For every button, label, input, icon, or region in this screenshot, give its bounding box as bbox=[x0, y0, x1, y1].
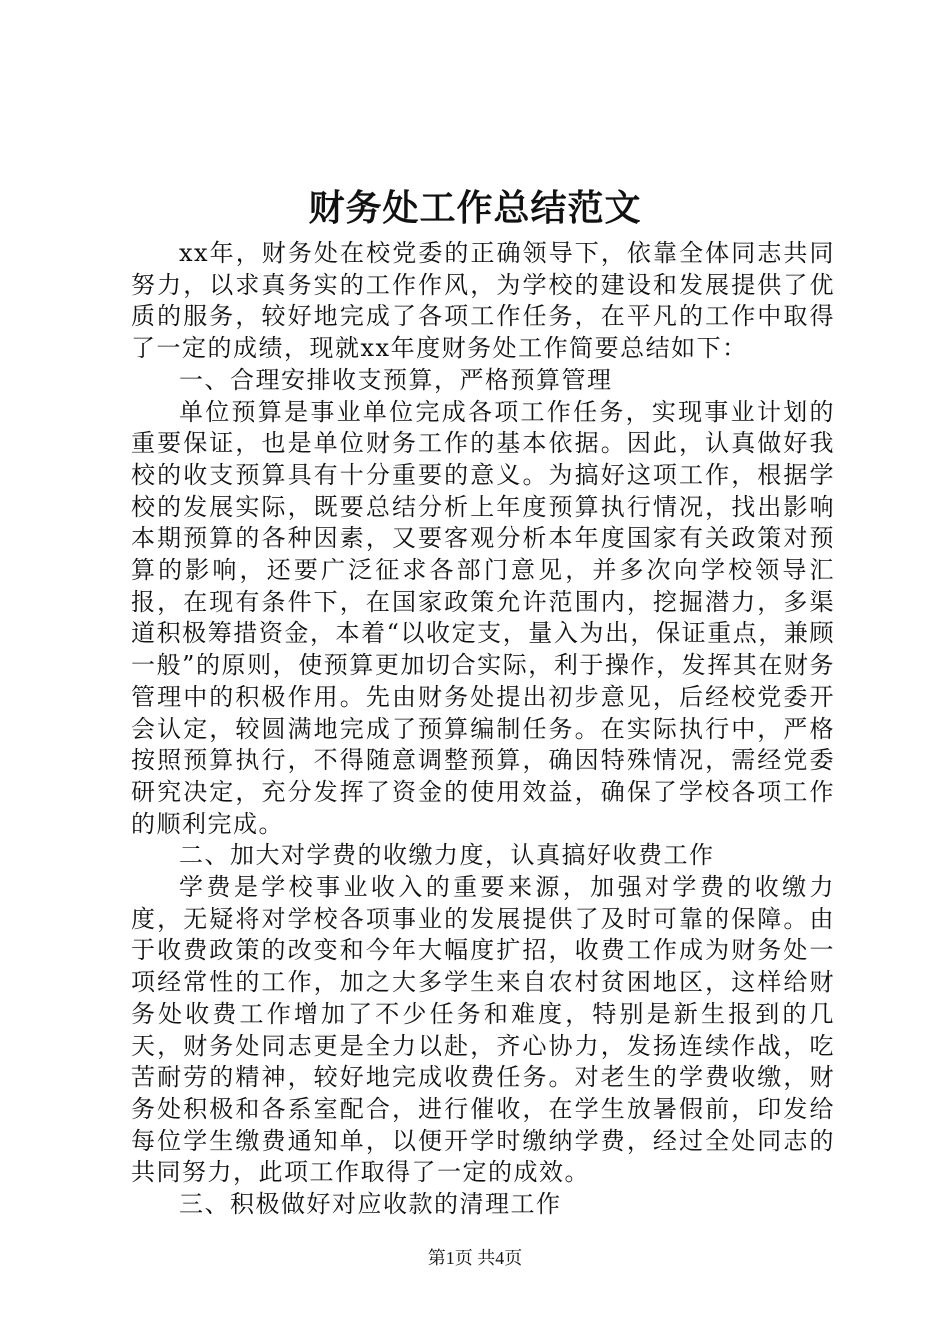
document-title: 财务处工作总结范文 bbox=[308, 187, 642, 229]
section-heading-3: 三、积极做好对应收款的清理工作 bbox=[179, 1190, 562, 1219]
section-heading-2: 二、加大对学费的收缴力度，认真搞好收费工作 bbox=[179, 841, 715, 870]
page-number-footer: 第1页 共4页 bbox=[427, 1248, 523, 1268]
section-1-paragraph: 单位预算是事业单位完成各项工作任务，实现事业计划的重要保证，也是单位财务工作的基本依据。因此，认真做好我校的收支预算具有十分重要的意义。为搞好这项工作，根据学校的发展实际，既要总结分析上年度预算执行情况，找出影响本期预算的各种因素，又要客观分析本年度国家有关政策对预算的影响，还要广泛征求各部门意见，并多次向学校领导汇报，在现有条件下，在国家政策允许范围内，挖掘潜力，多渠道积极筹措资金，本着“以收定支，量入为出，保证重点，兼顾一般”的原则，使预算更加切合实际，利于操作，发挥其在财务管理中的积极作用。先由财务处提出初步意见，后经校党委开会认定，较圆满地完成了预算编制任务。在实际执行中，严格按照预算执行，不得随意调整预算，确因特殊情况，需经党委研究决定，充分发挥了资金的使用效益，确保了学校各项工作的顺利完成。 bbox=[131, 397, 835, 838]
section-heading-1: 一、合理安排收支预算，严格预算管理 bbox=[179, 365, 613, 394]
section-2-paragraph: 学费是学校事业收入的重要来源，加强对学费的收缴力度，无疑将对学校各项事业的发展提供了及时可靠的保障。由于收费政策的改变和今年大幅度扩招，收费工作成为财务处一项经常性的工作，加之大多学生来自农村贫困地区，这样给财务处收费工作增加了不少任务和难度，特别是新生报到的几天，财务处同志更是全力以赴，齐心协力，发扬连续作战，吃苦耐劳的精神，较好地完成收费任务。对老生的学费收缴，财务处积极和各系室配合，进行催收，在学生放暑假前，印发给每位学生缴费通知单，以便开学时缴纳学费，经过全处同志的共同努力，此项工作取得了一定的成效。 bbox=[131, 873, 835, 1187]
document-body bbox=[131, 238, 835, 1221]
intro-paragraph: xx年，财务处在校党委的正确领导下，依靠全体同志共同努力，以求真务实的工作作风，为学校的建设和发展提供了优质的服务，较好地完成了各项工作任务，在平凡的工作中取得了一定的成绩，现就xx年度财务处工作简要总结如下： bbox=[131, 239, 835, 363]
